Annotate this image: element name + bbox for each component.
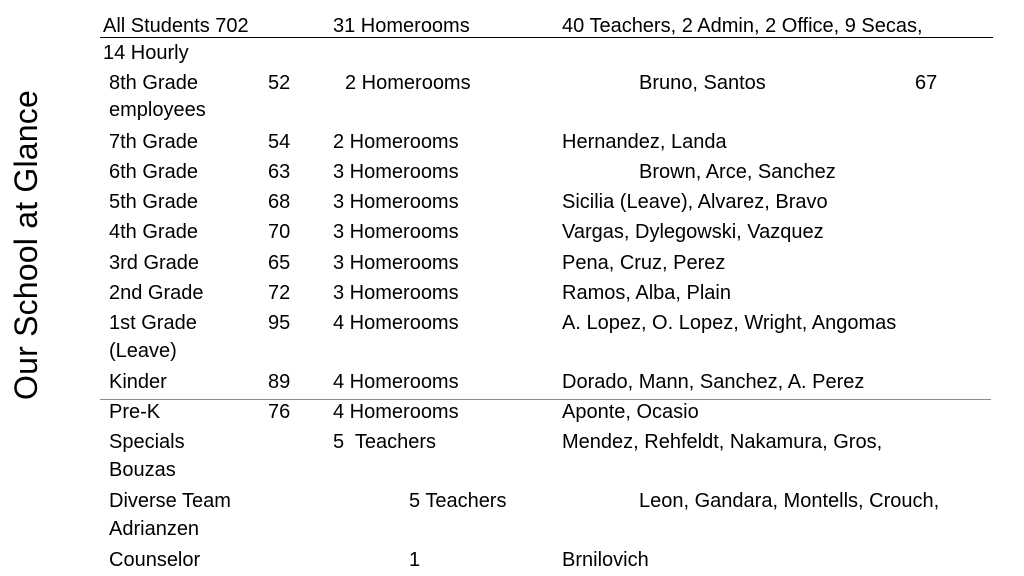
teacher-names: Aponte, Ocasio [562, 401, 699, 423]
student-count: 65 [268, 252, 291, 274]
student-count: 54 [268, 131, 291, 153]
grade-label: Kinder [109, 371, 167, 393]
row-continuation: employees [109, 99, 206, 121]
homeroom-count: 5 Teachers [333, 431, 437, 453]
page-title: Our School at Glance [8, 90, 44, 400]
student-count: 52 [268, 72, 291, 94]
staff-summary: 40 Teachers, 2 Admin, 2 Office, 9 Secas, [562, 15, 923, 37]
student-count: 63 [268, 161, 291, 183]
student-count: 68 [268, 191, 291, 213]
teacher-names: Bruno, Santos [639, 72, 766, 94]
teacher-names: Vargas, Dylegowski, Vazquez [562, 221, 824, 243]
grade-label: 1st Grade [109, 312, 197, 334]
grade-label: 8th Grade [109, 72, 198, 94]
homeroom-count: 3 Homerooms [333, 161, 459, 183]
teacher-names: Dorado, Mann, Sanchez, A. Perez [562, 371, 865, 393]
teacher-names: Brnilovich [562, 549, 649, 571]
teacher-names: Ramos, Alba, Plain [562, 282, 731, 304]
total-homerooms: 31 Homerooms [333, 15, 470, 37]
row-continuation: Bouzas [109, 459, 176, 481]
grade-label: Diverse Team [109, 490, 231, 512]
teacher-names: Pena, Cruz, Perez [562, 252, 726, 274]
student-count: 72 [268, 282, 291, 304]
homeroom-count: 4 Homerooms [333, 401, 459, 423]
total-students: All Students 702 [103, 15, 249, 37]
teacher-names: A. Lopez, O. Lopez, Wright, Angomas [562, 312, 897, 334]
homeroom-count: 3 Homerooms [333, 191, 459, 213]
homeroom-count: 5 Teachers [409, 490, 507, 512]
section-divider [100, 399, 991, 400]
teacher-names: Brown, Arce, Sanchez [639, 161, 836, 183]
homeroom-count: 2 Homerooms [333, 131, 459, 153]
homeroom-count: 1 [409, 549, 421, 571]
student-count: 76 [268, 401, 291, 423]
grade-label: Pre-K [109, 401, 161, 423]
student-count: 95 [268, 312, 291, 334]
row-continuation: (Leave) [109, 340, 177, 362]
employee-count: 67 [915, 72, 938, 94]
teacher-names: Hernandez, Landa [562, 131, 727, 153]
grade-label: 3rd Grade [109, 252, 200, 274]
teacher-names: Sicilia (Leave), Alvarez, Bravo [562, 191, 828, 213]
grade-label: 5th Grade [109, 191, 198, 213]
summary-underline [100, 37, 993, 38]
student-count: 70 [268, 221, 291, 243]
grade-label: 2nd Grade [109, 282, 204, 304]
homeroom-count: 4 Homerooms [333, 371, 459, 393]
grade-label: Counselor [109, 549, 201, 571]
teacher-names: Leon, Gandara, Montells, Crouch, [639, 490, 940, 512]
student-count: 89 [268, 371, 291, 393]
staff-summary-continued: 14 Hourly [103, 42, 189, 64]
homeroom-count: 2 Homerooms [345, 72, 471, 94]
grade-label: 4th Grade [109, 221, 198, 243]
homeroom-count: 3 Homerooms [333, 221, 459, 243]
homeroom-count: 4 Homerooms [333, 312, 459, 334]
grade-label: 6th Grade [109, 161, 198, 183]
homeroom-count: 3 Homerooms [333, 252, 459, 274]
row-continuation: Adrianzen [109, 518, 200, 540]
teacher-names: Mendez, Rehfeldt, Nakamura, Gros, [562, 431, 883, 453]
grade-label: Specials [109, 431, 185, 453]
grade-label: 7th Grade [109, 131, 198, 153]
homeroom-count: 3 Homerooms [333, 282, 459, 304]
